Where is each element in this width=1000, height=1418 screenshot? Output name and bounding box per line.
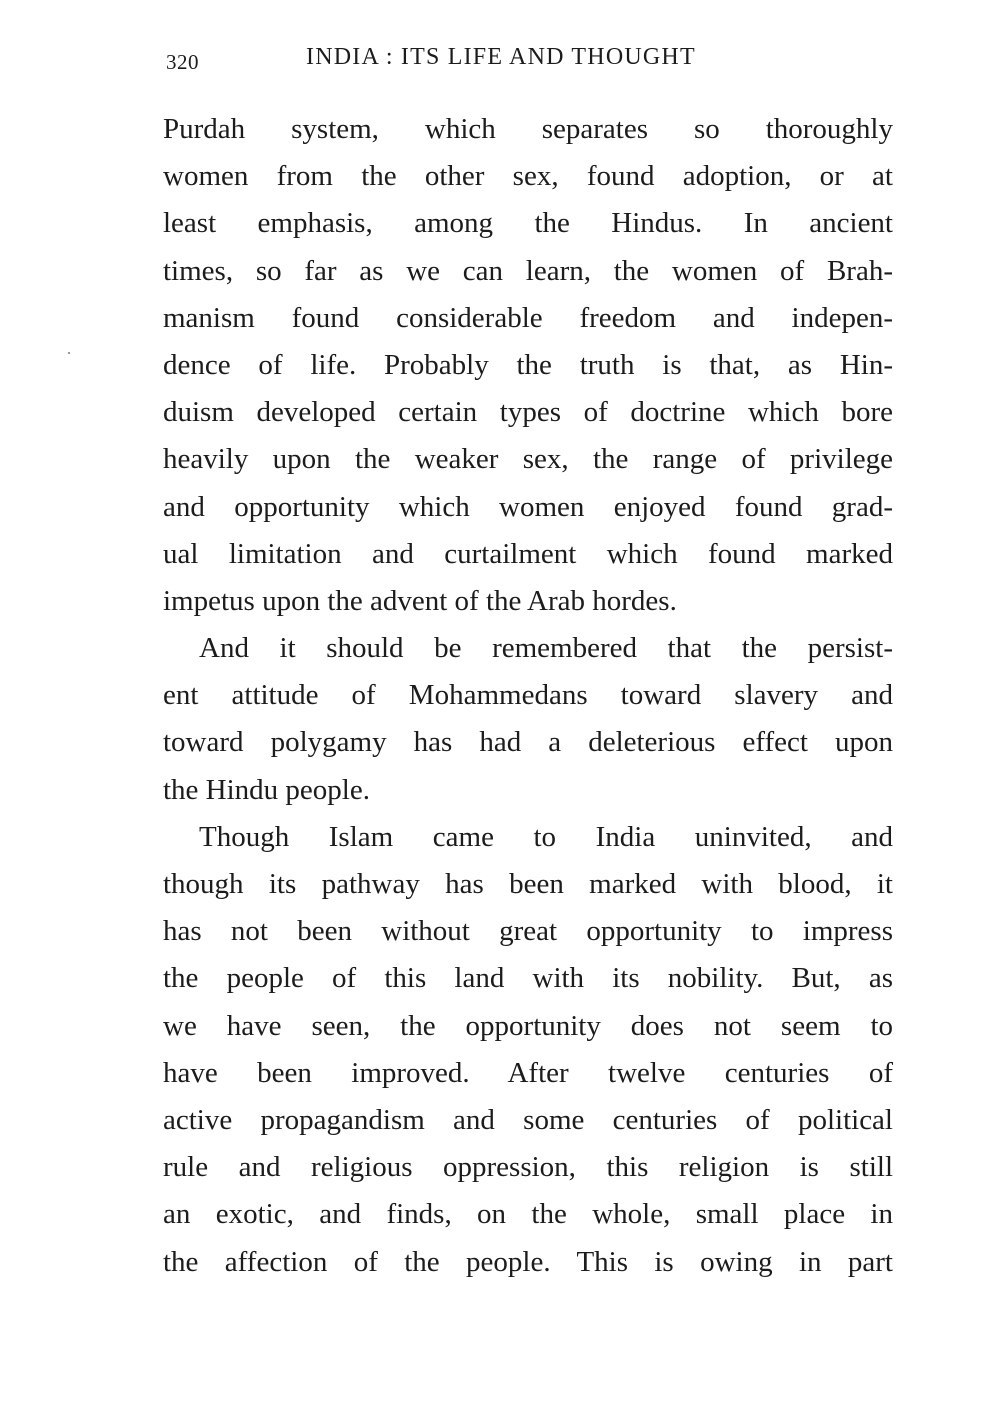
text-line: manism found considerable freedom and indepen- [163,301,893,334]
text-line: times, so far as we can learn, the women of Brah- [163,254,893,287]
text-line: rule and religious oppression, this religion is still [163,1151,893,1184]
text-line: have been improved. After twelve centuries of [163,1056,893,1089]
text-line: an exotic, and finds, on the whole, small place in [163,1198,893,1231]
text-line: duism developed certain types of doctrine which bore [163,396,893,429]
text-line: ent attitude of Mohammedans toward slavery and [163,679,893,712]
text-line: the affection of the people. This is owing in part [163,1245,893,1278]
text-line: ual limitation and curtailment which found marked [163,537,893,570]
body-text [163,106,893,1286]
text-line: heavily upon the weaker sex, the range of privilege [163,443,893,476]
running-head-title: INDIA : ITS LIFE AND THOUGHT [306,44,696,70]
page-number: 320 [166,50,199,74]
scan-speck [68,352,70,354]
text-line: we have seen, the opportunity does not seem to [163,1009,893,1042]
text-line: women from the other sex, found adoption, or at [163,160,893,193]
text-line: has not been without great opportunity to impress [163,915,893,948]
text-line: impetus upon the advent of the Arab hordes. [163,584,677,617]
text-line: toward polygamy has had a deleterious effect upon [163,726,893,759]
text-line: and opportunity which women enjoyed found grad- [163,490,893,523]
text-line: the people of this land with its nobility. But, as [163,962,893,995]
text-line: Though Islam came to India uninvited, and [199,820,893,853]
text-line: though its pathway has been marked with blood, it [163,868,893,900]
running-head [163,44,893,78]
text-line: the Hindu people. [163,773,370,806]
text-line: active propagandism and some centuries of political [163,1103,893,1136]
text-line: And it should be remembered that the persist- [199,632,893,665]
text-line: Purdah system, which separates so thoroughly [163,113,893,145]
text-line: dence of life. Probably the truth is that, as Hin- [163,348,893,381]
text-line: least emphasis, among the Hindus. In ancient [163,207,893,240]
